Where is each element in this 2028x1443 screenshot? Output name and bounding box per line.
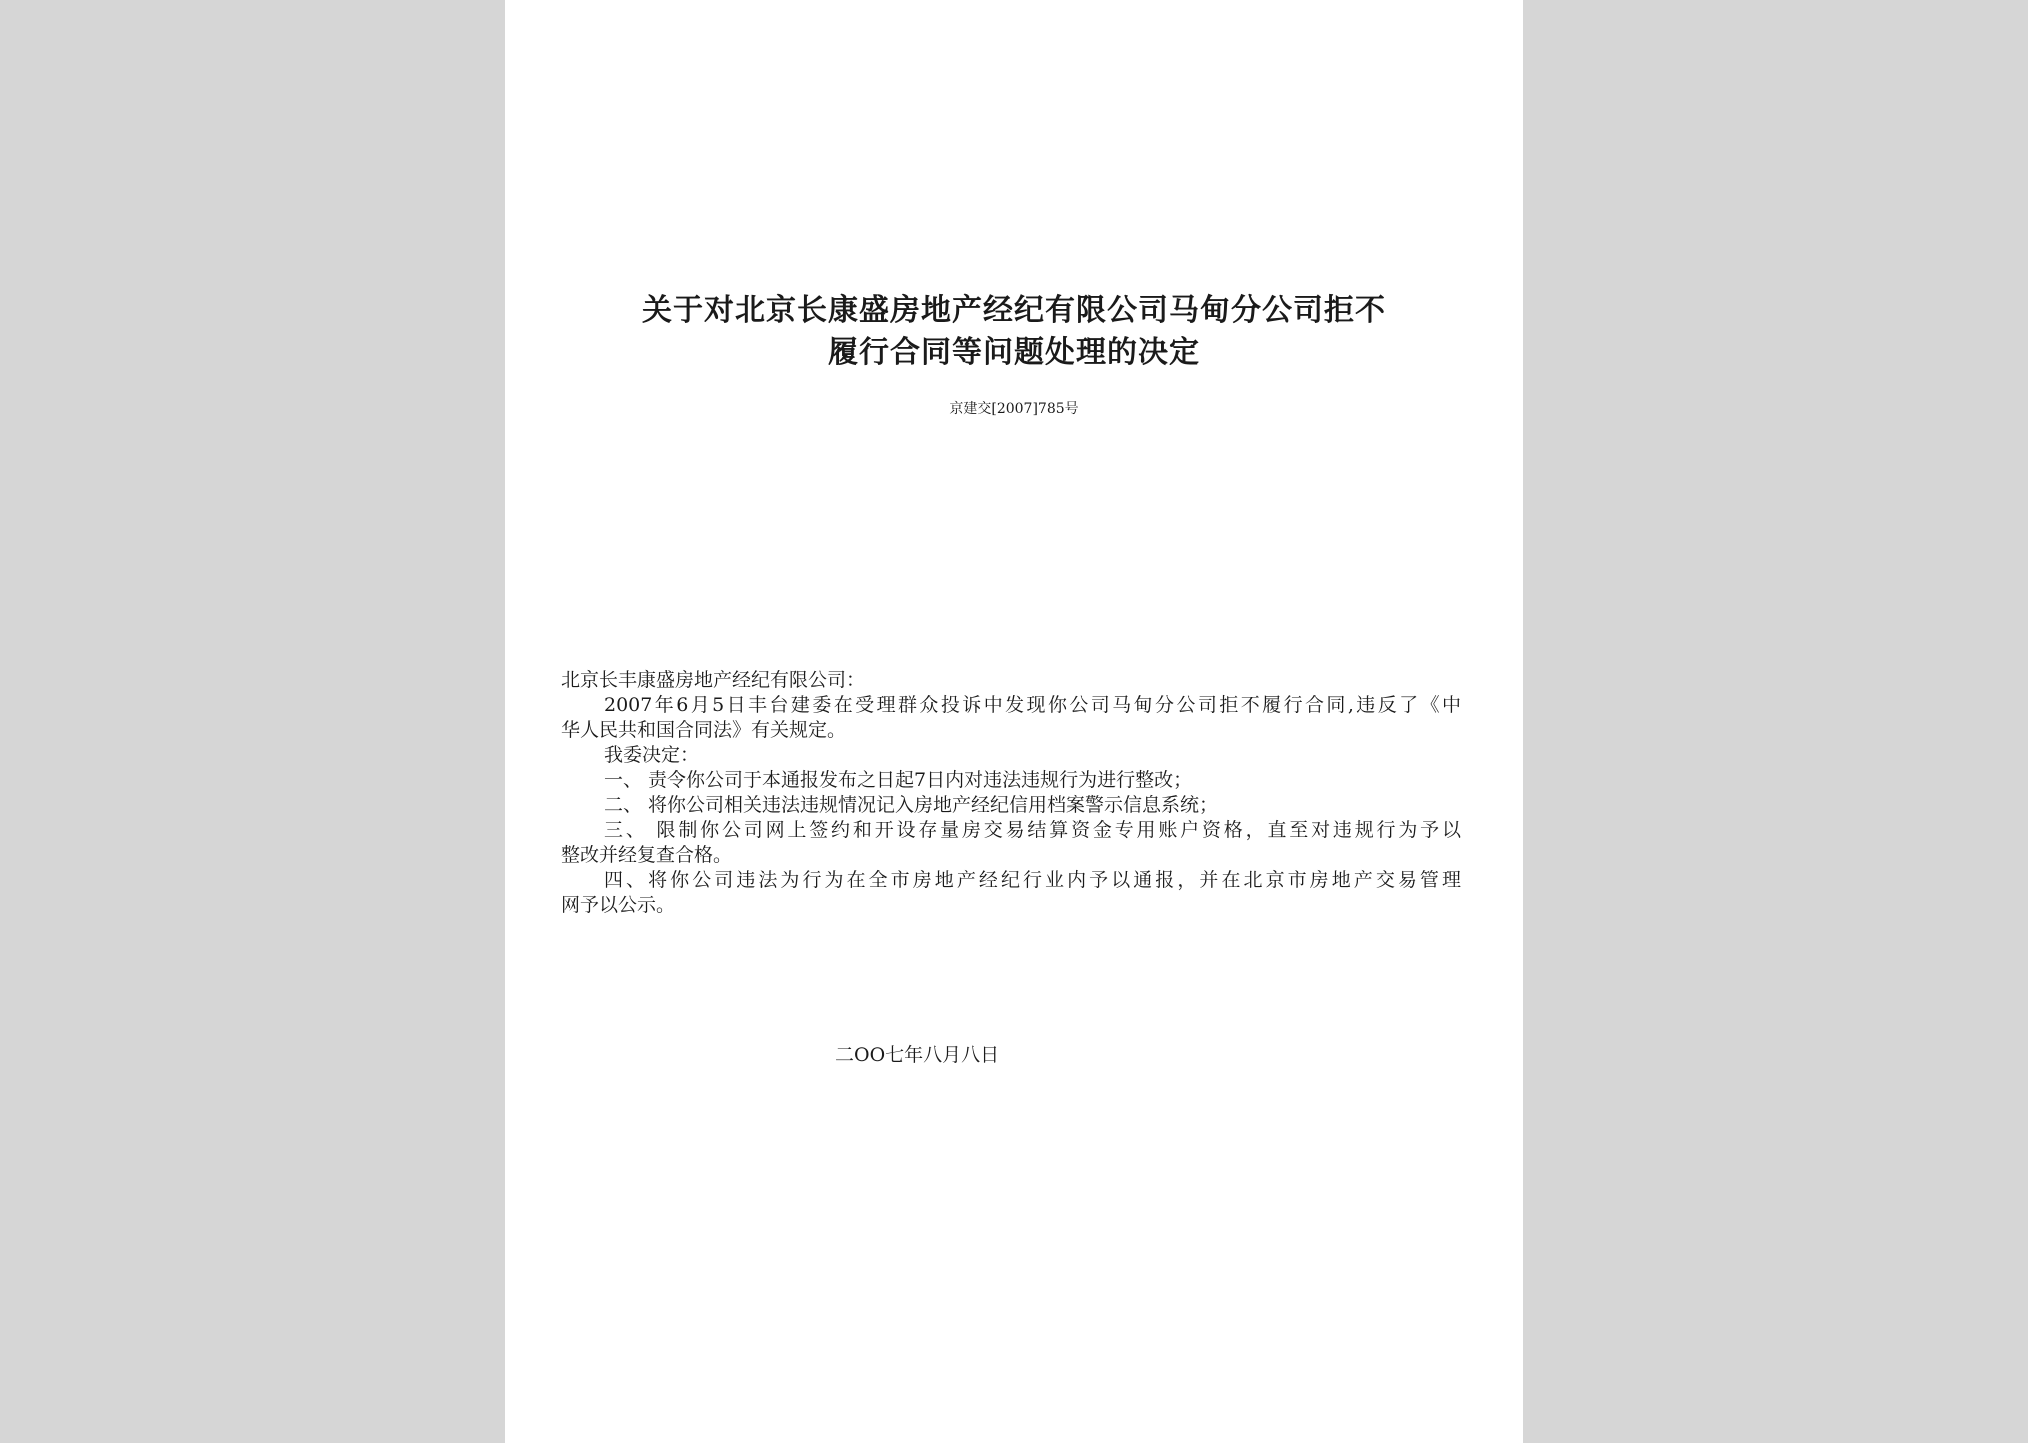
document-page xyxy=(505,0,1523,1443)
document-title xyxy=(545,290,1483,374)
decision-item-4-line-2: 网予以公示。 xyxy=(561,894,676,916)
decision-item-3-line-2: 整改并经复查合格。 xyxy=(561,844,733,866)
title-line-1: 关于对北京长康盛房地产经纪有限公司马甸分公司拒不 xyxy=(642,293,1386,328)
paragraph-1-line-1: 2007年6月5日丰台建委在受理群众投诉中发现你公司马甸分公司拒不履行合同,违反了《中 xyxy=(604,694,1461,716)
title-line-2: 履行合同等问题处理的决定 xyxy=(828,335,1200,370)
document-date: 二OO七年八月八日 xyxy=(835,1044,1000,1066)
paragraph-1-line-2: 华人民共和国合同法》有关规定。 xyxy=(561,719,847,741)
addressee: 北京长丰康盛房地产经纪有限公司： xyxy=(561,669,866,691)
document-number: 京建交[2007]785号 xyxy=(949,401,1079,417)
decision-item-2: 二、 将你公司相关违法违规情况记入房地产经纪信用档案警示信息系统； xyxy=(604,794,1219,816)
decision-intro: 我委决定： xyxy=(604,744,700,766)
decision-item-1: 一、 责令你公司于本通报发布之日起7日内对违法违规行为进行整改； xyxy=(604,769,1193,791)
document-body xyxy=(561,668,1461,918)
decision-item-4-line-1: 四、将你公司违法为行为在全市房地产经纪行业内予以通报，并在北京市房地产交易管理 xyxy=(604,869,1461,891)
decision-item-3-line-1: 三、 限制你公司网上签约和开设存量房交易结算资金专用账户资格，直至对违规行为予以 xyxy=(604,819,1461,841)
